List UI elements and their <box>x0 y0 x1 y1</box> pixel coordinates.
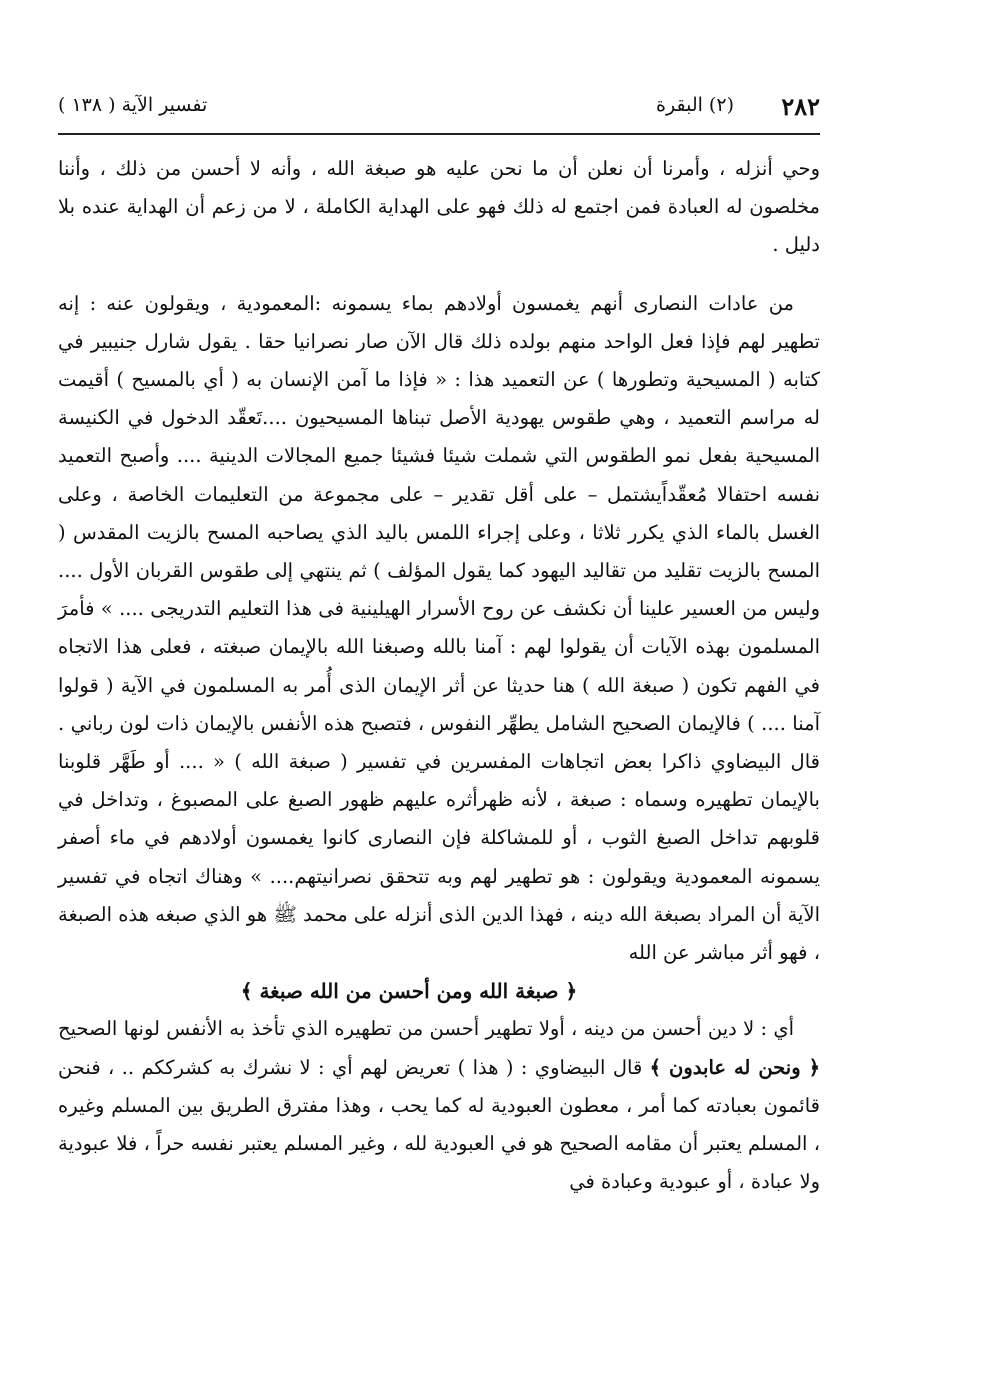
quran-verse-fragment: ﴿ ونحن له عابدون ﴾ <box>649 1055 821 1079</box>
paragraph-gap <box>58 265 820 285</box>
quran-verse: ﴿ صبغة الله ومن أحسن من الله صبغة ﴾ <box>240 979 578 1004</box>
section-title: تفسير الآية ( ١٣٨ ) <box>58 94 208 116</box>
page-number: ٢٨٢ <box>781 92 820 121</box>
paragraph-3-end: قال البيضاوي : ( هذا ) تعريض لهم أي : لا نشرك به كشرككم .. ، فنحن قائمون بعبادته كما أمر ، معطون العبودية له كما يحب ، وهذا مفترق الطريق بين المسلم وغيره ، المسلم يعتبر أن مقامه الصحيح هو في العبودية لله ، وغير المسلم يعتبر نفسه حراً ، فلا عبودية ولا عبادة ، أو عبودية وعبادة في <box>58 1055 820 1194</box>
header-divider <box>58 133 820 135</box>
page-header <box>58 92 820 132</box>
paragraph-1: وحي أنزله ، وأمرنا أن نعلن أن ما نحن عليه هو صبغة الله ، وأنه لا أحسن من ذلك ، وأننا مخلصون له العبادة فمن اجتمع له ذلك فهو على الهداية الكاملة ، لا من زعم أن الهداية عنده بلا دليل . <box>58 157 820 257</box>
surah-title: (٢) البقرة <box>656 94 734 116</box>
paragraph-2: من عادات النصارى أنهم يغمسون أولادهم بماء يسمونه :المعمودية ، ويقولون عنه : إنه تطهير لهم فإذا فعل الواحد منهم بولده ذلك قال الآن صار نصرانيا حقا . يقول شارل جنيبير في كتابه ( المسيحية وتطورها ) عن التعميد هذا : « فإذا ما آمن الإنسان به ( أي بالمسيح ) أقيمت له مراسم التعميد ، وهي طقوس يهودية الأصل تبناها المسيحيون ....تَعقّد الدخول في الكنيسة المسيحية بفعل نمو الطقوس التي شملت شيئا فشيئا جميع المجالات الدينية .... وأصبح التعميد نفسه احتفالا مُعقّداًيشتمل – على أقل تقدير – على مجموعة من التعليمات الخاصة ، وعلى الغسل بالماء الذي يكرر ثلاثا ، وعلى إجراء اللمس باليد الذي يصاحبه المسح بالزيت المقدس ( المسح بالزيت تقليد من تقاليد اليهود كما يقول المؤلف ) ثم ينتهي إلى طقوس القربان الأول .... وليس من العسير علينا أن نكشف عن روح الأسرار الهيلينية فى هذا التعليم التدريجى .... » فأمرَ المسلمون بهذه الآيات أن يقولوا لهم : آمنا بالله وصبغنا الله بالإيمان صبغته ، فعلى هذا الاتجاه في الفهم تكون ( صبغة الله ) هنا حديثا عن أثر الإيمان الذى أُمر به المسلمون في الآية ( قولوا آمنا .... ) فالإيمان الصحيح الشامل يطهِّر النفوس ، فتصبح هذه الأنفس بالإيمان ذات لون رباني . قال البيضاوي ذاكرا بعض اتجاهات المفسرين في تفسير ( صبغة الله ) « .... أو طَهَّر قلوبنا بالإيمان تطهيره وسماه : صبغة ، لأنه ظهرأثره عليهم ظهور الصبغ على المصبوغ ، وتداخل في قلوبهم تداخل الصبغ الثوب ، أو للمشاكلة فإن النصارى كانوا يغمسون أولادهم في ماء أصفر يسمونه المعمودية ويقولون : هو تطهير لهم وبه تتحقق نصرانيتهم.... » وهناك اتجاه في تفسير الآية أن المراد بصبغة الله دينه ، فهذا الدين الذى أنزله على محمد ﷺ هو الذي صبغه هذه الصبغة ، فهو أثر مباشر عن الله <box>58 291 820 965</box>
paragraph-3-start: أي : لا دين أحسن من دينه ، أولا تطهير أحسن من تطهيره الذي تأخذ به الأنفس لونها الصحيح <box>58 1017 794 1041</box>
page-body <box>58 150 820 1201</box>
paragraph-3 <box>58 1010 820 1201</box>
